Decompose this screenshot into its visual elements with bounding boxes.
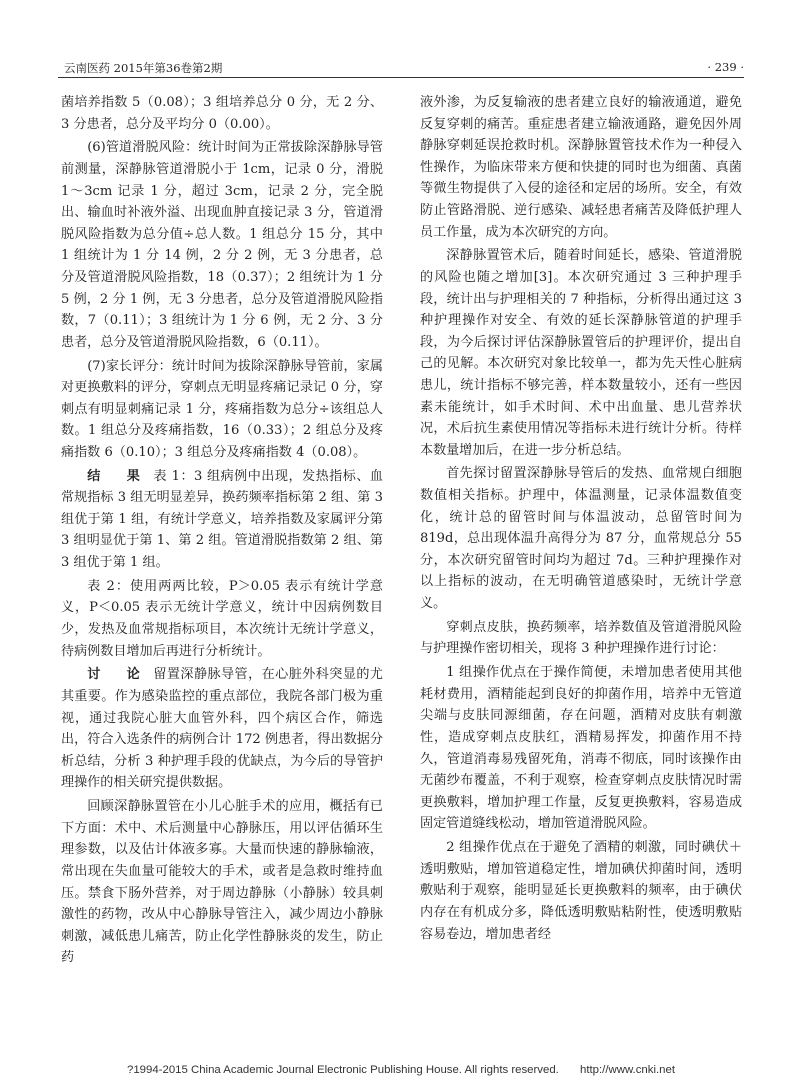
paragraph-text: 留置深静脉导管，在心脏外科突显的尤其重要。作为感染监控的重点部位，我院各部门极为重视，通过我院心脏大血管外科，四个病区合作，筛选出，符合入选条件的病例合计 172 例患者，得出数据分析总结，分析 3 种护理手段的优缺点，为今后的导管护理操作的相关研究提供数据。	[61, 667, 384, 791]
paragraph-text: 回顾深静脉置管在小儿心脏手术的应用，概括有已下方面：术中、术后测量中心静脉压，用以评估循环生理参数，以及估计体液多寡。大量而快速的静脉输液，常出现在失血量可能较大的手术，或者是急救时维持血压。禁食下肠外营养，对于周边静脉（小静脉）较具刺激性的药物，改从中心静脉导管注入，减少周边小静脉刺激，减低患儿痛苦，防止化学性静脉炎的发生，防止药	[61, 799, 383, 966]
copyright-footer	[0, 1064, 802, 1076]
section-keyword: 结 果	[87, 468, 151, 484]
paragraph-text: 2 组操作优点在于避免了酒精的刺激，同时碘伏＋透明敷贴，增加管道稳定性，增加碘伏抑菌时间，透明敷贴利于观察，能明显延长更换敷料的频率，由于碘伏内存在有机成分多，降低透明敷贴粘附性，使透明敷贴容易卷边，增加患者经	[420, 840, 742, 942]
paragraph	[420, 617, 742, 660]
paragraph	[61, 796, 383, 969]
paragraph	[420, 245, 742, 461]
paragraph	[420, 837, 742, 945]
cnki-link[interactable]: http://www.cnki.net	[580, 1064, 675, 1076]
paragraph-text: 首先探讨留置深静脉导管后的发热、血常规白细胞数值相关指标。护理中，体温测量，记录体温数值变化，统计总的留管时间与体温波动，总留管时间为 819d，总出现体温升高得分为 87 分，血常规总分 55 分，本次研究留管时间均为超过 7d。三种护理操作对以上指标的波动，在无明确管道感染时，无统计学意义。	[420, 466, 742, 612]
paragraph	[61, 356, 383, 464]
paragraph	[61, 92, 383, 135]
paragraph-text: 液外渗，为反复输液的患者建立良好的输液通道，避免反复穿刺的痛苦。重症患者建立输液通路，避免因外周静脉穿刺延误抢救时机。深静脉置管技术作为一种侵入性操作，为临床带来方便和快捷的同时也为细菌、真菌等微生物提供了入侵的途径和定居的场所。安全，有效防止管路滑脱、逆行感染、减轻患者痛苦及降低护理人员工作量，成为本次研究的方向。	[420, 95, 742, 240]
paragraph	[61, 137, 383, 353]
left-column	[61, 92, 383, 971]
page-number: · 239 ·	[707, 60, 744, 74]
paragraph	[420, 463, 742, 614]
paragraph	[61, 664, 383, 794]
paragraph	[420, 92, 742, 243]
journal-title: 云南医药 2015年第36卷第2期	[64, 61, 223, 75]
right-column	[420, 92, 742, 947]
paragraph-text: (7)家长评分：统计时间为拔除深静脉导管前，家属对更换敷料的评分，穿刺点无明显疼痛记录记 0 分，穿刺点有明显刺痛记录 1 分，疼痛指数为总分÷该组总人数。1 组总分及疼痛指数，16（0.33）；2 组总分及疼痛指数 6（0.10）；3 组总分及疼痛指数 4（0.08）。	[61, 358, 383, 460]
paragraph-text: 1 组操作优点在于操作简便，未增加患者使用其他耗材费用，酒精能起到良好的抑菌作用，培养中无管道尖端与皮肤同源细菌，存在问题，酒精对皮肤有刺激性，造成穿刺点皮肤红，酒精易挥发，抑菌作用不持久，管道消毒易残留死角，消毒不彻底，同时该操作由无菌纱布覆盖，不利于观察，检查穿刺点皮肤情况时需更换敷料，增加护理工作量，反复更换敷料，容易造成固定管道缝线松动，增加管道滑脱风险。	[420, 665, 742, 832]
paragraph-text: 深静脉置管术后，随着时间延长，感染、管道滑脱的风险也随之增加[3]。本次研究通过 3 三种护理手段，统计出与护理相关的 7 种指标，分析得出通过这 3 种护理操作对安全、有效的延长深静脉管道的护理手段，为今后探讨评估深静脉置管后的护理评价，提出自己的见解。本次研究对象比较单一，都为先天性心脏病患儿，统计指标不够完善，样本数量较小，还有一些因素未能统计，如手术时间、术中出血量、患儿营养状况，术后抗生素使用情况等指标未进行统计分析。待样本数量增加后，在进一步分析总结。	[420, 248, 742, 458]
copyright-text: ?1994-2015 China Academic Journal Electronic Publishing House. All rights reserved.	[127, 1064, 559, 1076]
paragraph-text: (6)管道滑脱风险：统计时间为正常拔除深静脉导管前测量，深静脉管道滑脱小于 1cm，记录 0 分，滑脱 1～3cm 记录 1 分，超过 3cm，记录 2 分，完全脱出、输血时补液外溢、出现血肿直接记录 3 分，管道滑脱风险指数为总分值÷总人数。1 组总分 15 分，其中 1 组统计为 1 分 14 例，2 分 2 例，无 3 分患者，总分及管道滑脱风险指数，18（0.37）；2 组统计为 1 分 5 例，2 分 1 例，无 3 分患者，总分及管道滑脱风险指数，7（0.11）；3 组统计为 1 分 6 例，无 2 分、3 分患者，总分及管道滑脱风险指数，6（0.11）。	[61, 140, 383, 350]
paragraph-text: 穿刺点皮肤，换药频率，培养数值及管道滑脱风险与护理操作密切相关，现将 3 种护理操作进行讨论：	[420, 619, 742, 657]
paragraph-text: 菌培养指数 5（0.08）；3 组培养总分 0 分，无 2 分、3 分患者，总分及平均分 0（0.00）。	[61, 95, 383, 132]
paragraph	[61, 466, 383, 574]
section-keyword: 讨 论	[87, 667, 151, 683]
paragraph	[420, 662, 742, 835]
paragraph-text: 表 2：使用两两比较，P＞0.05 表示有统计学意义，P＜0.05 表示无统计学意义，统计中因病例数目少，发热及血常规指标项目，本次统计无统计学意义，待病例数目增加后再进行分析统计。	[61, 578, 383, 659]
paragraph	[61, 576, 383, 662]
running-header	[58, 57, 744, 78]
paragraph-text: 表 1：3 组病例中出现，发热指标、血常规指标 3 组无明显差异，换药频率指标第 2 组、第 3 组优于第 1 组，有统计学意义，培养指数及家属评分第 3 组明显优于第 1、第 2 组。管道滑脱指数第 2 组、第 3 组优于第 1 组。	[61, 468, 383, 571]
